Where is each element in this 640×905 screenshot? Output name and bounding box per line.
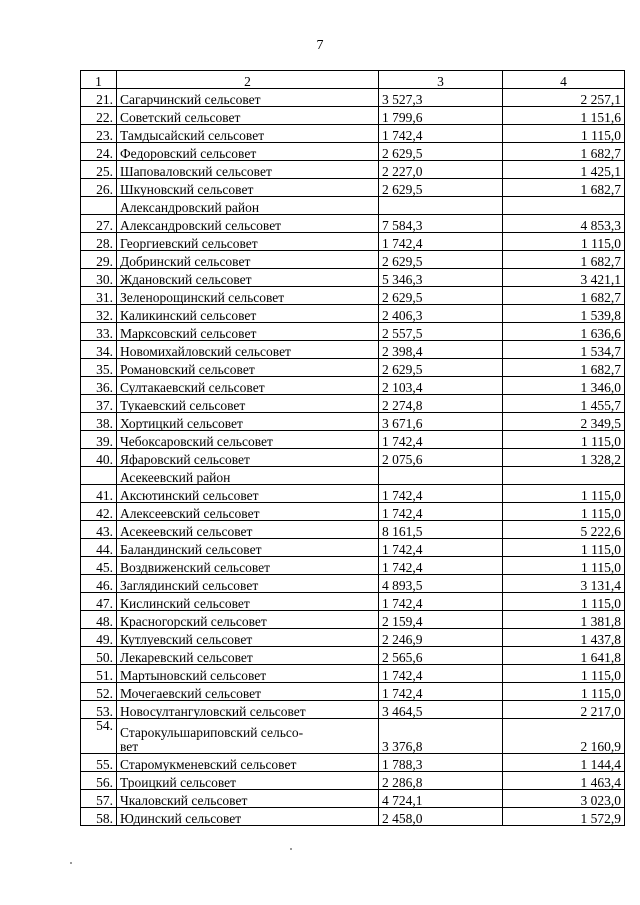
settlement-name: Шкуновский сельсовет xyxy=(117,179,379,197)
value-column-4: 1 144,4 xyxy=(503,754,625,772)
row-number: 24. xyxy=(81,143,117,161)
value-column-4: 1 437,8 xyxy=(503,629,625,647)
value-column-3: 1 742,4 xyxy=(379,665,503,683)
value-column-3: 3 376,8 xyxy=(379,719,503,754)
row-number: 45. xyxy=(81,557,117,575)
allocation-table xyxy=(80,70,625,826)
value-column-4: 1 115,0 xyxy=(503,683,625,701)
table-row xyxy=(81,125,625,143)
table-row xyxy=(81,107,625,125)
settlement-name: Новосултангуловский сельсовет xyxy=(117,701,379,719)
value-column-4: 2 349,5 xyxy=(503,413,625,431)
row-number: 27. xyxy=(81,215,117,233)
row-number: 26. xyxy=(81,179,117,197)
settlement-name: Хортицкий сельсовет xyxy=(117,413,379,431)
row-number: 53. xyxy=(81,701,117,719)
table-header-row xyxy=(81,71,625,89)
value-column-4: 1 115,0 xyxy=(503,557,625,575)
value-column-3: 4 893,5 xyxy=(379,575,503,593)
row-number: 55. xyxy=(81,754,117,772)
value-column-3: 1 742,4 xyxy=(379,431,503,449)
settlement-name: Красногорский сельсовет xyxy=(117,611,379,629)
row-number: 23. xyxy=(81,125,117,143)
value-column-3: 2 103,4 xyxy=(379,377,503,395)
value-column-3: 1 742,4 xyxy=(379,503,503,521)
value-column-3: 1 742,4 xyxy=(379,485,503,503)
table-row xyxy=(81,359,625,377)
value-column-3: 1 742,4 xyxy=(379,593,503,611)
table-body xyxy=(81,89,625,826)
section-row xyxy=(81,197,625,215)
settlement-name: Троицкий сельсовет xyxy=(117,772,379,790)
value-column-4: 1 115,0 xyxy=(503,539,625,557)
value-column-3: 2 246,9 xyxy=(379,629,503,647)
settlement-name: Чкаловский сельсовет xyxy=(117,790,379,808)
row-number: 32. xyxy=(81,305,117,323)
settlement-name: Воздвиженский сельсовет xyxy=(117,557,379,575)
scan-speck xyxy=(70,862,72,864)
table-row xyxy=(81,611,625,629)
value-column-3: 2 458,0 xyxy=(379,808,503,826)
value-column-4: 1 115,0 xyxy=(503,485,625,503)
value-column-4: 2 257,1 xyxy=(503,89,625,107)
table-row xyxy=(81,754,625,772)
row-number: 31. xyxy=(81,287,117,305)
row-number: 33. xyxy=(81,323,117,341)
settlement-name: Федоровский сельсовет xyxy=(117,143,379,161)
settlement-name: Баландинский сельсовет xyxy=(117,539,379,557)
table-row xyxy=(81,269,625,287)
table-row xyxy=(81,431,625,449)
row-number: 36. xyxy=(81,377,117,395)
table-row xyxy=(81,143,625,161)
value-column-3: 3 464,5 xyxy=(379,701,503,719)
value-column-4: 1 682,7 xyxy=(503,251,625,269)
value-column-4: 1 641,8 xyxy=(503,647,625,665)
value-column-3: 4 724,1 xyxy=(379,790,503,808)
value-column-4: 1 682,7 xyxy=(503,179,625,197)
row-number: 35. xyxy=(81,359,117,377)
value-column-4: 4 853,3 xyxy=(503,215,625,233)
value-column-4: 1 455,7 xyxy=(503,395,625,413)
table-row xyxy=(81,161,625,179)
table-row xyxy=(81,790,625,808)
settlement-name: Султакаевский сельсовет xyxy=(117,377,379,395)
table-row xyxy=(81,593,625,611)
table-row xyxy=(81,503,625,521)
row-number: 28. xyxy=(81,233,117,251)
section-number-cell xyxy=(81,197,117,215)
row-number: 29. xyxy=(81,251,117,269)
value-column-4: 5 222,6 xyxy=(503,521,625,539)
value-column-4: 1 115,0 xyxy=(503,593,625,611)
table-row xyxy=(81,233,625,251)
value-column-3: 2 159,4 xyxy=(379,611,503,629)
table-row xyxy=(81,521,625,539)
settlement-name: Зеленорощинский сельсовет xyxy=(117,287,379,305)
settlement-name: Кутлуевский сельсовет xyxy=(117,629,379,647)
value-column-4: 1 115,0 xyxy=(503,503,625,521)
row-number: 50. xyxy=(81,647,117,665)
row-number: 51. xyxy=(81,665,117,683)
row-number: 21. xyxy=(81,89,117,107)
table-row xyxy=(81,449,625,467)
row-number: 22. xyxy=(81,107,117,125)
row-number: 46. xyxy=(81,575,117,593)
value-column-4: 2 217,0 xyxy=(503,701,625,719)
settlement-name: Сагарчинский сельсовет xyxy=(117,89,379,107)
value-column-3: 1 742,4 xyxy=(379,557,503,575)
column-header: 4 xyxy=(503,71,625,89)
value-column-3: 5 346,3 xyxy=(379,269,503,287)
settlement-name: Тукаевский сельсовет xyxy=(117,395,379,413)
row-number: 48. xyxy=(81,611,117,629)
value-column-4: 1 381,8 xyxy=(503,611,625,629)
settlement-name: Заглядинский сельсовет xyxy=(117,575,379,593)
scan-speck xyxy=(290,848,292,850)
value-column-3: 2 629,5 xyxy=(379,359,503,377)
value-column-3: 2 075,6 xyxy=(379,449,503,467)
settlement-name: Каликинский сельсовет xyxy=(117,305,379,323)
table-row xyxy=(81,575,625,593)
table-row xyxy=(81,629,625,647)
value-column-3: 2 227,0 xyxy=(379,161,503,179)
section-title: Александровский район xyxy=(117,197,379,215)
table-row xyxy=(81,305,625,323)
settlement-name: Советский сельсовет xyxy=(117,107,379,125)
value-column-3: 1 799,6 xyxy=(379,107,503,125)
value-column-3: 7 584,3 xyxy=(379,215,503,233)
value-column-4: 1 425,1 xyxy=(503,161,625,179)
value-column-3: 2 406,3 xyxy=(379,305,503,323)
section-row xyxy=(81,467,625,485)
table-row xyxy=(81,539,625,557)
value-column-4: 1 115,0 xyxy=(503,125,625,143)
settlement-name: Яфаровский сельсовет xyxy=(117,449,379,467)
section-title: Асекеевский район xyxy=(117,467,379,485)
row-number: 25. xyxy=(81,161,117,179)
value-column-3: 3 671,6 xyxy=(379,413,503,431)
row-number: 39. xyxy=(81,431,117,449)
row-number: 34. xyxy=(81,341,117,359)
table-row xyxy=(81,647,625,665)
column-header: 1 xyxy=(81,71,117,89)
table-row xyxy=(81,251,625,269)
row-number: 42. xyxy=(81,503,117,521)
settlement-name: Шаповаловский сельсовет xyxy=(117,161,379,179)
settlement-name: Георгиевский сельсовет xyxy=(117,233,379,251)
column-header: 2 xyxy=(117,71,379,89)
value-column-3: 2 286,8 xyxy=(379,772,503,790)
value-column-4: 3 023,0 xyxy=(503,790,625,808)
table-row xyxy=(81,665,625,683)
settlement-name: Романовский сельсовет xyxy=(117,359,379,377)
settlement-name: Чебоксаровский сельсовет xyxy=(117,431,379,449)
value-column-4: 1 636,6 xyxy=(503,323,625,341)
settlement-name: Аксютинский сельсовет xyxy=(117,485,379,503)
value-column-3: 1 742,4 xyxy=(379,125,503,143)
row-number: 44. xyxy=(81,539,117,557)
row-number: 57. xyxy=(81,790,117,808)
row-number: 47. xyxy=(81,593,117,611)
value-column-4: 3 131,4 xyxy=(503,575,625,593)
value-column-3: 2 398,4 xyxy=(379,341,503,359)
table-row xyxy=(81,287,625,305)
row-number: 43. xyxy=(81,521,117,539)
value-column-4: 1 463,4 xyxy=(503,772,625,790)
table-row xyxy=(81,485,625,503)
value-column-4: 1 682,7 xyxy=(503,143,625,161)
section-value-cell xyxy=(379,467,503,485)
value-column-4: 1 572,9 xyxy=(503,808,625,826)
settlement-name: Новомихайловский сельсовет xyxy=(117,341,379,359)
settlement-name: Марксовский сельсовет xyxy=(117,323,379,341)
value-column-4: 1 115,0 xyxy=(503,431,625,449)
settlement-name: Алексеевский сельсовет xyxy=(117,503,379,521)
value-column-4: 1 682,7 xyxy=(503,359,625,377)
value-column-4: 1 346,0 xyxy=(503,377,625,395)
row-number: 49. xyxy=(81,629,117,647)
table-row xyxy=(81,808,625,826)
value-column-4: 1 115,0 xyxy=(503,233,625,251)
value-column-3: 1 742,4 xyxy=(379,539,503,557)
value-column-3: 2 274,8 xyxy=(379,395,503,413)
settlement-name: Добринский сельсовет xyxy=(117,251,379,269)
value-column-3: 3 527,3 xyxy=(379,89,503,107)
section-number-cell xyxy=(81,467,117,485)
settlement-name: Александровский сельсовет xyxy=(117,215,379,233)
column-header: 3 xyxy=(379,71,503,89)
value-column-3: 2 629,5 xyxy=(379,287,503,305)
settlement-name: Ждановский сельсовет xyxy=(117,269,379,287)
table-row xyxy=(81,341,625,359)
section-value-cell xyxy=(379,197,503,215)
table-row xyxy=(81,557,625,575)
value-column-3: 2 557,5 xyxy=(379,323,503,341)
section-value-cell xyxy=(503,467,625,485)
row-number: 58. xyxy=(81,808,117,826)
value-column-4: 1 534,7 xyxy=(503,341,625,359)
table-row xyxy=(81,395,625,413)
table-row xyxy=(81,323,625,341)
value-column-3: 1 788,3 xyxy=(379,754,503,772)
value-column-4: 1 539,8 xyxy=(503,305,625,323)
row-number: 41. xyxy=(81,485,117,503)
row-number: 40. xyxy=(81,449,117,467)
page-number: 7 xyxy=(316,38,324,53)
value-column-3: 2 629,5 xyxy=(379,179,503,197)
settlement-name: Мочегаевский сельсовет xyxy=(117,683,379,701)
value-column-4: 2 160,9 xyxy=(503,719,625,754)
table-row xyxy=(81,719,625,754)
value-column-3: 1 742,4 xyxy=(379,683,503,701)
value-column-3: 1 742,4 xyxy=(379,233,503,251)
value-column-3: 8 161,5 xyxy=(379,521,503,539)
settlement-name: Мартыновский сельсовет xyxy=(117,665,379,683)
settlement-name: Юдинский сельсовет xyxy=(117,808,379,826)
row-number: 56. xyxy=(81,772,117,790)
table-row xyxy=(81,701,625,719)
row-number: 37. xyxy=(81,395,117,413)
value-column-3: 2 629,5 xyxy=(379,143,503,161)
table-row xyxy=(81,683,625,701)
table-row xyxy=(81,413,625,431)
settlement-name: Лекаревский сельсовет xyxy=(117,647,379,665)
row-number: 52. xyxy=(81,683,117,701)
table-row xyxy=(81,215,625,233)
row-number: 38. xyxy=(81,413,117,431)
table-row xyxy=(81,772,625,790)
row-number: 30. xyxy=(81,269,117,287)
settlement-name: Тамдысайский сельсовет xyxy=(117,125,379,143)
table-row xyxy=(81,89,625,107)
value-column-3: 2 629,5 xyxy=(379,251,503,269)
settlement-name: Старомукменевский сельсовет xyxy=(117,754,379,772)
value-column-4: 1 151,6 xyxy=(503,107,625,125)
settlement-name: Кислинский сельсовет xyxy=(117,593,379,611)
settlement-name: Асекеевский сельсовет xyxy=(117,521,379,539)
value-column-3: 2 565,6 xyxy=(379,647,503,665)
table-row xyxy=(81,179,625,197)
value-column-4: 3 421,1 xyxy=(503,269,625,287)
section-value-cell xyxy=(503,197,625,215)
table-row xyxy=(81,377,625,395)
value-column-4: 1 115,0 xyxy=(503,665,625,683)
value-column-4: 1 328,2 xyxy=(503,449,625,467)
row-number: 54. xyxy=(81,719,117,754)
value-column-4: 1 682,7 xyxy=(503,287,625,305)
settlement-name: Старокульшариповский сельсо- вет xyxy=(117,719,379,754)
